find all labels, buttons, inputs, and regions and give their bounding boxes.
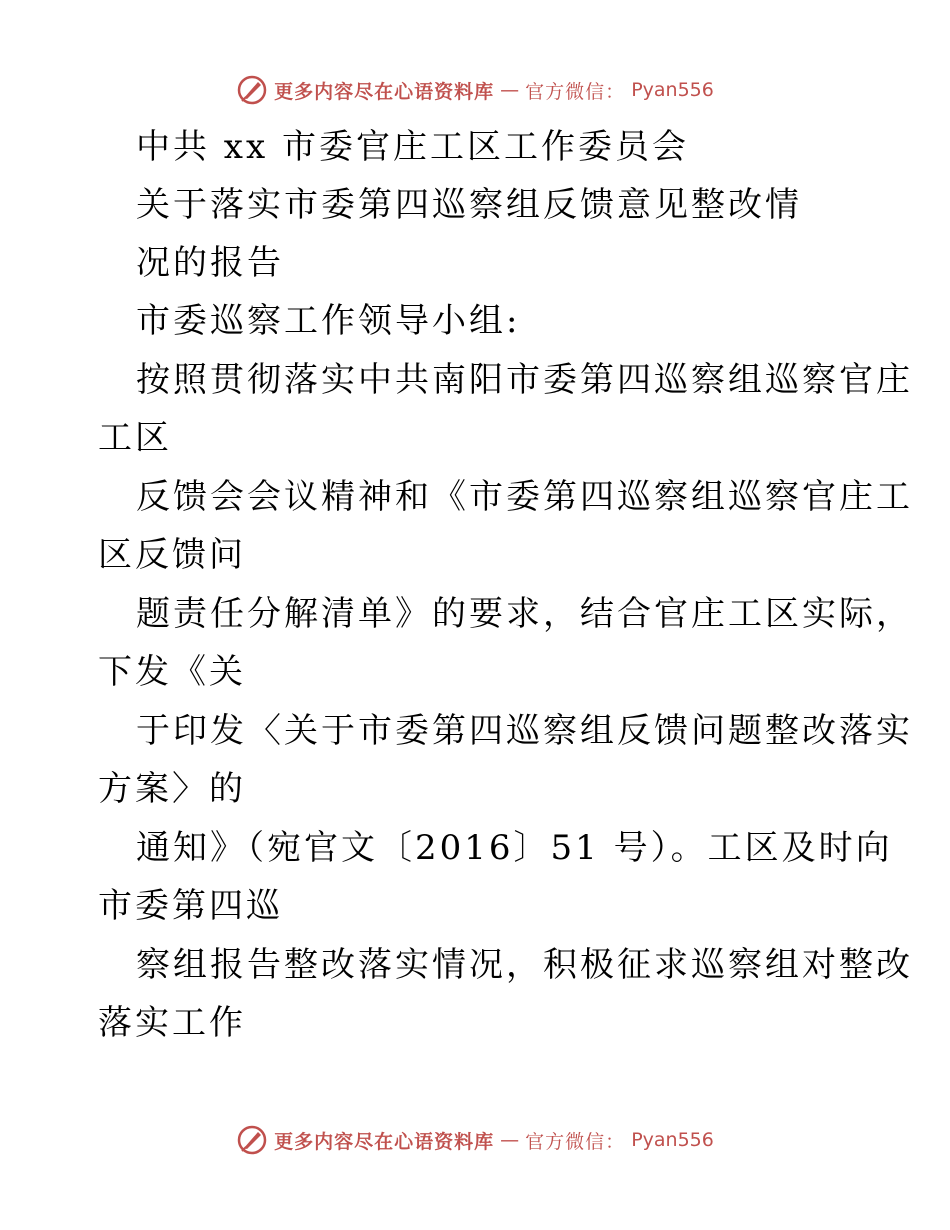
banner-separator: — <box>500 79 520 101</box>
doc-title-line-3: 况的报告 <box>136 243 284 283</box>
doc-paragraph-line: 于印发〈关于市委第四巡察组反馈问题整改落实 <box>136 711 913 751</box>
doc-paragraph-line: 通知》（宛官文〔2016〕51 号）。工区及时向 <box>136 828 893 868</box>
doc-paragraph-line: 落实工作 <box>98 1003 246 1043</box>
banner-wechat-id: Pyan556 <box>631 79 714 101</box>
doc-paragraph-line: 方案〉的 <box>98 769 246 809</box>
banner-wechat-id: Pyan556 <box>631 1129 714 1151</box>
doc-paragraph-line: 下发《关 <box>98 652 246 692</box>
header-watermark-banner <box>0 70 950 110</box>
doc-title-line-2: 关于落实市委第四巡察组反馈意见整改情 <box>136 185 802 225</box>
doc-paragraph-line: 察组报告整改落实情况，积极征求巡察组对整改 <box>136 945 913 985</box>
quill-logo-icon <box>236 74 268 106</box>
banner-brand-text: 更多内容尽在心语资料库 <box>274 80 495 103</box>
doc-salutation: 市委巡察工作领导小组: <box>136 301 521 341</box>
doc-paragraph-line: 题责任分解清单》的要求，结合官庄工区实际， <box>136 594 913 634</box>
footer-watermark-banner <box>0 1120 950 1160</box>
doc-paragraph-line: 市委第四巡 <box>98 886 283 926</box>
doc-paragraph-line: 区反馈问 <box>98 535 246 575</box>
banner-separator: — <box>500 1129 520 1151</box>
banner-brand-text: 更多内容尽在心语资料库 <box>274 1130 495 1153</box>
doc-paragraph-line: 按照贯彻落实中共南阳市委第四巡察组巡察官庄 <box>136 360 913 400</box>
banner-wechat-label: 官方微信： <box>525 80 626 103</box>
doc-title-line-1: 中共 xx 市委官庄工区工作委员会 <box>136 127 689 167</box>
quill-logo-icon <box>236 1124 268 1156</box>
doc-paragraph-line: 工区 <box>98 418 172 458</box>
banner-wechat-label: 官方微信： <box>525 1130 626 1153</box>
doc-paragraph-line: 反馈会会议精神和《市委第四巡察组巡察官庄工 <box>136 477 913 517</box>
